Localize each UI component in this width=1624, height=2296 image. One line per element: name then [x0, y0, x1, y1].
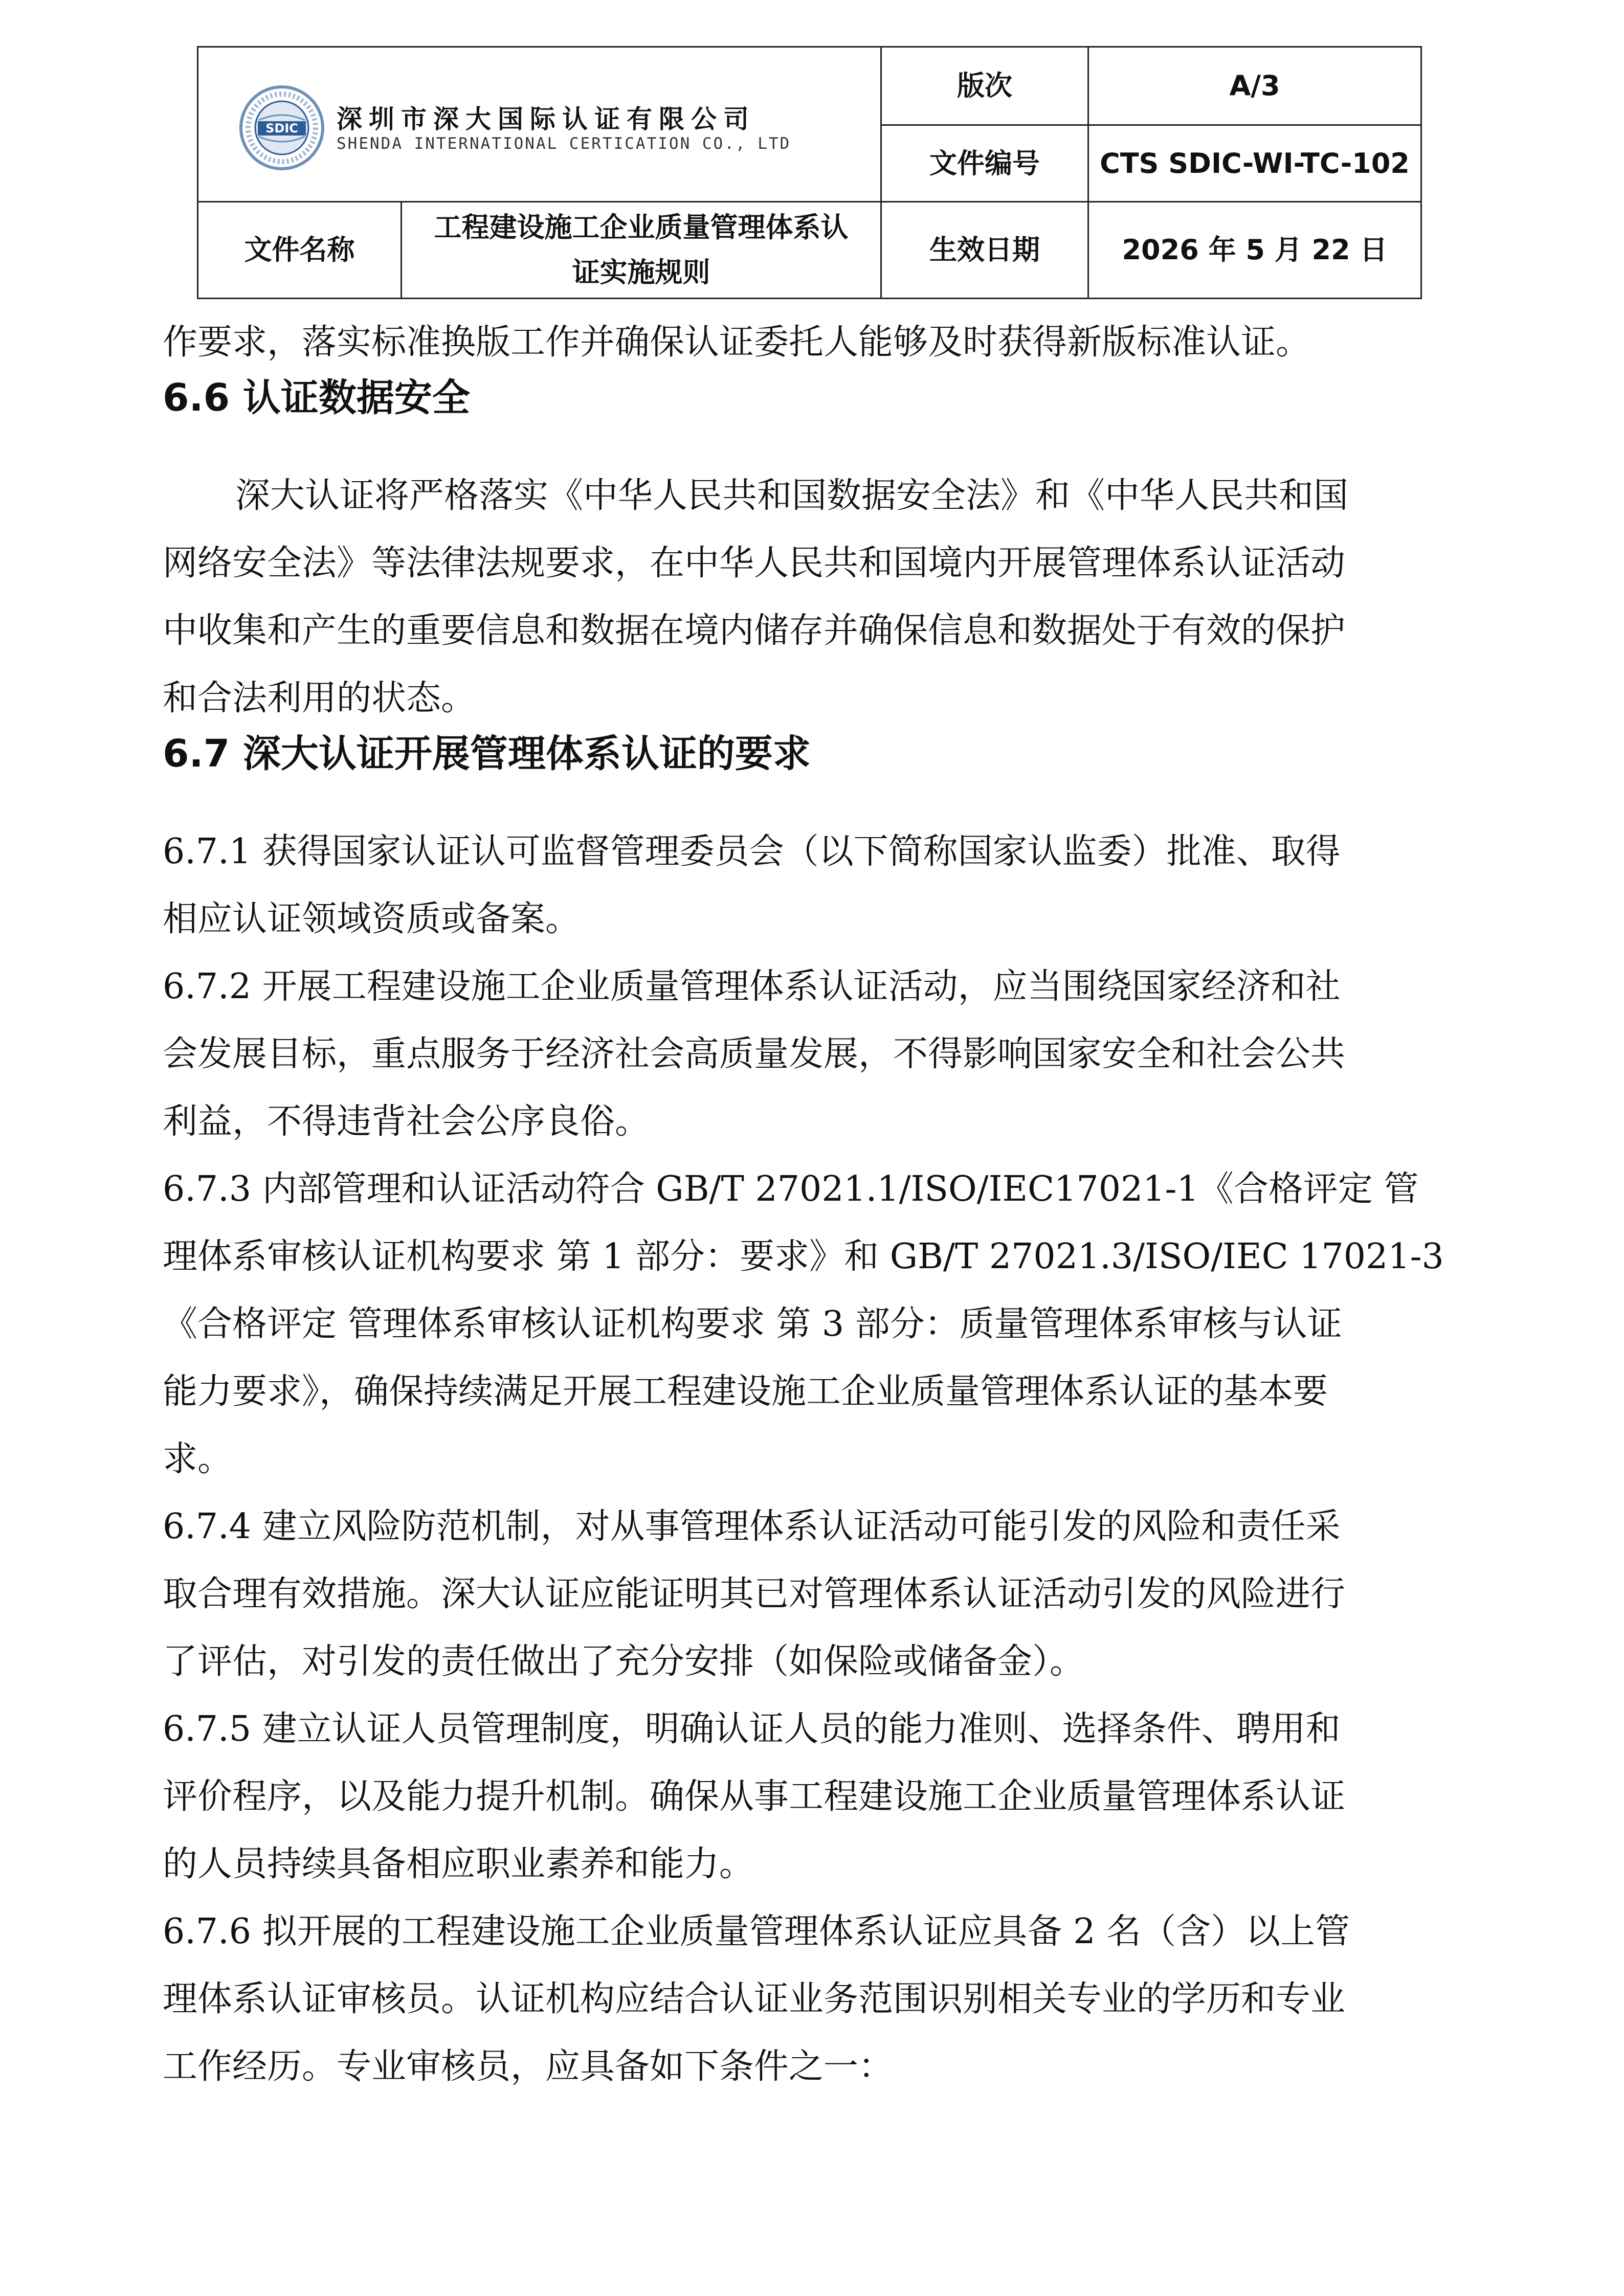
paragraph-line: 6.7.1 获得国家认证认可监督管理委员会（以下简称国家认监委）批准、取得	[163, 831, 1341, 872]
paragraph-line: 网络安全法》等法律法规要求，在中华人民共和国境内开展管理体系认证活动	[163, 543, 1346, 583]
paragraph-line: 理体系认证审核员。认证机构应结合认证业务范围识别相关专业的学历和专业	[163, 1979, 1346, 2019]
paragraph-line: 6.7.6 拟开展的工程建设施工企业质量管理体系认证应具备 2 名（含）以上管	[163, 1911, 1350, 1952]
paragraph-line: 相应认证领域资质或备案。	[163, 899, 581, 939]
paragraph-line: 《合格评定 管理体系审核认证机构要求 第 3 部分：质量管理体系审核与认证	[163, 1304, 1342, 1344]
paragraph-line: 6.7.5 建立认证人员管理制度，明确认证人员的能力准则、选择条件、聘用和	[163, 1709, 1341, 1749]
paragraph-line: 6.7.4 建立风险防范机制，对从事管理体系认证活动可能引发的风险和责任采	[163, 1506, 1341, 1547]
sdic-logo-icon	[238, 84, 325, 171]
paragraph-line: 理体系审核认证机构要求 第 1 部分：要求》和 GB/T 27021.3/ISO/IEC 17021-3	[163, 1236, 1444, 1277]
docname-label: 文件名称	[244, 234, 355, 266]
paragraph-line: 工作经历。专业审核员，应具备如下条件之一：	[163, 2046, 894, 2087]
paragraph-line: 6.7.2 开展工程建设施工企业质量管理体系认证活动，应当围绕国家经济和社	[163, 966, 1341, 1007]
docname-value-line: 证实施规则	[572, 256, 710, 288]
company-name-cn: 深圳市深大国际认证有限公司	[337, 104, 755, 134]
date-label: 生效日期	[929, 234, 1040, 266]
section-heading-6-7: 6.7 深大认证开展管理体系认证的要求	[163, 732, 811, 776]
document-header-table	[197, 46, 1422, 299]
version-value: A/3	[1229, 70, 1280, 102]
paragraph-line: 了评估，对引发的责任做出了充分安排（如保险或储备金）。	[163, 1641, 1085, 1682]
company-name-en: SHENDA INTERNATIONAL CERTICATION CO., LTD	[337, 134, 791, 153]
docno-label: 文件编号	[929, 147, 1040, 179]
paragraph-line: 和合法利用的状态。	[163, 678, 476, 718]
paragraph-line: 评价程序，以及能力提升机制。确保从事工程建设施工企业质量管理体系认证	[163, 1776, 1346, 1817]
docname-value-line: 工程建设施工企业质量管理体系认	[434, 211, 849, 243]
paragraph-line: 深大认证将严格落实《中华人民共和国数据安全法》和《中华人民共和国	[235, 476, 1349, 516]
docname-value	[402, 202, 880, 298]
docno-value: CTS SDIC-WI-TC-102	[1100, 147, 1410, 179]
paragraph-line: 中收集和产生的重要信息和数据在境内储存并确保信息和数据处于有效的保护	[163, 611, 1346, 651]
paragraph-line: 能力要求》，确保持续满足开展工程建设施工企业质量管理体系认证的基本要	[163, 1371, 1328, 1412]
logo-text: SDIC	[265, 121, 298, 136]
paragraph-line: 的人员持续具备相应职业素养和能力。	[163, 1844, 754, 1884]
paragraph-line: 利益，不得违背社会公序良俗。	[163, 1101, 650, 1142]
paragraph-line: 求。	[163, 1439, 233, 1479]
paragraph-line: 作要求，落实标准换版工作并确保认证委托人能够及时获得新版标准认证。	[163, 322, 1311, 363]
paragraph-line: 取合理有效措施。深大认证应能证明其已对管理体系认证活动引发的风险进行	[163, 1574, 1346, 1614]
version-label: 版次	[957, 70, 1012, 102]
section-heading-6-6: 6.6 认证数据安全	[163, 376, 470, 420]
paragraph-line: 6.7.3 内部管理和认证活动符合 GB/T 27021.1/ISO/IEC17021-1《合格评定 管	[163, 1169, 1419, 1209]
paragraph-line: 会发展目标，重点服务于经济社会高质量发展，不得影响国家安全和社会公共	[163, 1034, 1346, 1074]
date-value: 2026 年 5 月 22 日	[1122, 234, 1388, 266]
company-logo-block	[198, 48, 882, 201]
